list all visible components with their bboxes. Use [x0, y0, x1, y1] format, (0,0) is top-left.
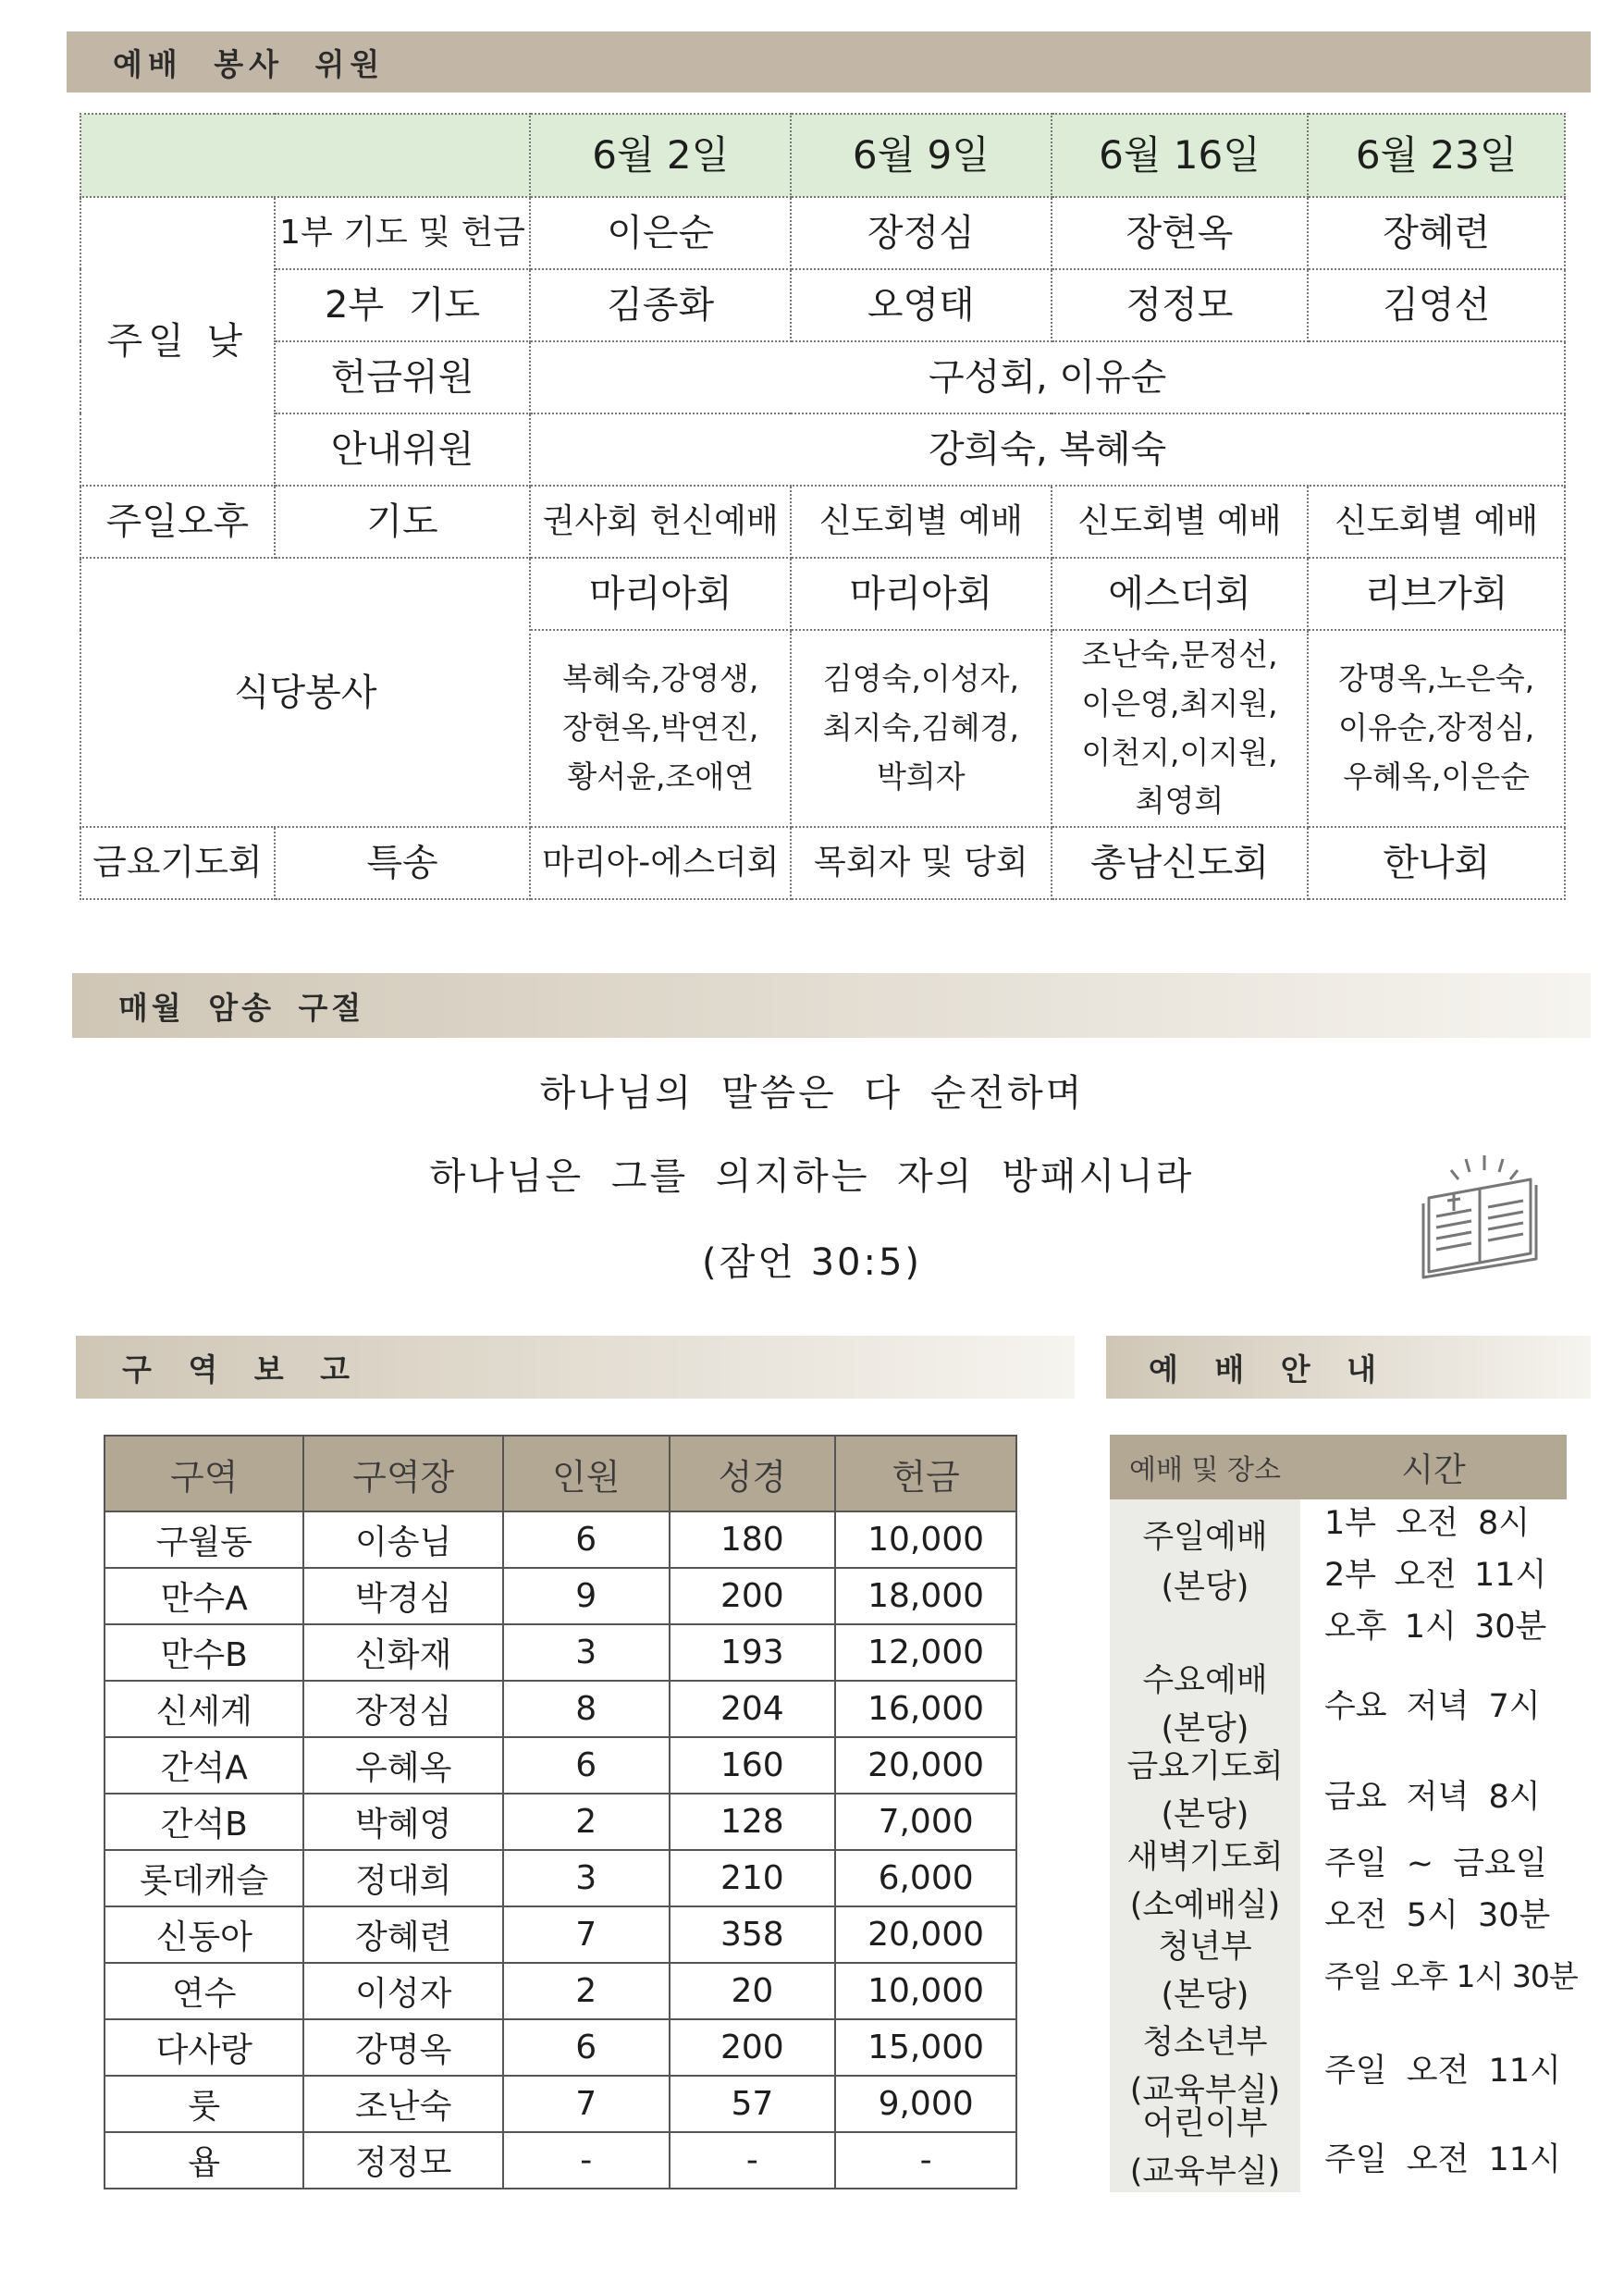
table-cell: 10,000 — [835, 1963, 1016, 2019]
table-cell: 10,000 — [835, 1511, 1016, 1568]
service-committee-table — [80, 113, 1566, 900]
service-name: 금요기도회 — [1126, 1748, 1284, 1785]
row-label: 2부 기도 — [275, 269, 531, 341]
table-cell: 박혜영 — [303, 1794, 502, 1850]
member-line: 강명옥,노은숙, — [1338, 660, 1535, 697]
worship-guide-table-header — [1110, 1435, 1567, 1499]
group-cell: 리브가회 — [1308, 558, 1565, 630]
table-row — [105, 1963, 1016, 2019]
member-line: 이유순,장정심, — [1338, 709, 1535, 746]
service-place — [1110, 1517, 1300, 1609]
table-cell: 강명옥 — [303, 2019, 502, 2076]
table-cell: 다사랑 — [105, 2019, 303, 2076]
district-report-title: 구 역 보 고 — [122, 1350, 363, 1388]
pm-cell: 권사회 헌신예배 — [530, 486, 791, 558]
members-cell — [791, 630, 1052, 827]
col-header: 구역장 — [303, 1436, 502, 1511]
name-cell: 김영선 — [1308, 269, 1565, 341]
member-line: 장현옥,박연진, — [562, 709, 759, 746]
row-label: 특송 — [275, 827, 531, 899]
table-row — [105, 1737, 1016, 1794]
service-place — [1110, 2103, 1300, 2193]
col-header: 인원 — [503, 1436, 670, 1511]
service-name: 청년부 — [1158, 1929, 1252, 1966]
member-line: 이은영,최지원, — [1081, 684, 1278, 722]
table-row — [105, 2076, 1016, 2132]
table-cell: 우혜옥 — [303, 1737, 502, 1794]
service-name: 수요예배 — [1142, 1662, 1268, 1699]
table-cell: 신화재 — [303, 1624, 502, 1681]
time-col-header: 시간 — [1401, 1450, 1466, 1489]
service-name: 새벽기도회 — [1126, 1839, 1284, 1876]
table-cell: 정대희 — [303, 1850, 502, 1906]
friday-cell: 마리아-에스더회 — [530, 827, 791, 899]
group-cell: 마리아회 — [791, 558, 1052, 630]
memory-verse-header — [72, 973, 1591, 1038]
service-location: (본당) — [1161, 1976, 1249, 2014]
date-cell: 6월 2일 — [530, 114, 791, 197]
prayer-2-row — [80, 269, 1565, 341]
pm-cell: 신도회별 예배 — [1052, 486, 1309, 558]
table-cell: 6 — [503, 1511, 670, 1568]
district-body — [105, 1511, 1016, 2189]
member-line: 최영희 — [1135, 783, 1224, 820]
table-cell: 6 — [503, 2019, 670, 2076]
service-time: 주일 오후 1시 30분 — [1324, 1958, 1578, 1994]
service-committee-title: 예배 봉사 위원 — [113, 45, 386, 82]
service-place — [1110, 1837, 1300, 1927]
offering-committee-row — [80, 341, 1565, 413]
service-time: 주일 오전 11시 — [1324, 2053, 1561, 2090]
usher-committee-row — [80, 413, 1565, 486]
table-row — [105, 1568, 1016, 1624]
district-report-header — [76, 1336, 1075, 1399]
member-line: 조난숙,문정선, — [1081, 636, 1278, 672]
service-committee-header — [67, 31, 1591, 92]
service-time: 주일 ~ 금요일 — [1324, 1845, 1547, 1882]
table-cell: 160 — [670, 1737, 836, 1794]
table-cell: 이송님 — [303, 1511, 502, 1568]
service-time: 수요 저녁 7시 — [1324, 1688, 1541, 1725]
verse-reference: (잠언 30:5) — [701, 1241, 923, 1284]
sunday-pm-row — [80, 486, 1565, 558]
pm-cell: 신도회별 예배 — [791, 486, 1052, 558]
table-cell: 57 — [670, 2076, 836, 2132]
table-cell: 간석B — [105, 1794, 303, 1850]
member-line: 김영숙,이성자, — [822, 660, 1019, 697]
row-label: 1부 기도 및 헌금 — [275, 197, 531, 269]
table-cell: 358 — [670, 1906, 836, 1963]
table-cell: 만수B — [105, 1624, 303, 1681]
table-cell: 7 — [503, 1906, 670, 1963]
friday-cell: 목회자 및 당회 — [791, 827, 1052, 899]
verse-line-2: 하나님은 그를 의지하는 자의 방패시니라 — [429, 1155, 1195, 1198]
member-line: 우혜옥,이은순 — [1343, 758, 1531, 795]
table-cell: 롯데캐슬 — [105, 1850, 303, 1906]
prayer-offering-row — [80, 197, 1565, 269]
table-cell: 200 — [670, 1568, 836, 1624]
table-cell: 조난숙 — [303, 2076, 502, 2132]
service-location: (소예배실) — [1129, 1886, 1281, 1924]
date-cell: 6월 9일 — [791, 114, 1052, 197]
friday-cell: 한나회 — [1308, 827, 1565, 899]
col-header: 구역 — [105, 1436, 303, 1511]
table-cell: 박경심 — [303, 1568, 502, 1624]
table-cell: 신동아 — [105, 1906, 303, 1963]
table-row — [105, 1681, 1016, 1737]
service-place — [1110, 1927, 1300, 2016]
table-cell: 연수 — [105, 1963, 303, 2019]
row-label: 헌금위원 — [275, 341, 531, 413]
service-time: 오후 1시 30분 — [1324, 1609, 1547, 1646]
table-cell: 2 — [503, 1963, 670, 2019]
table-cell: 7,000 — [835, 1794, 1016, 1850]
member-line: 이천지,이지원, — [1081, 734, 1278, 771]
sunday-day-label: 주일 낮 — [80, 197, 275, 486]
friday-row — [80, 827, 1565, 899]
name-cell: 김종화 — [530, 269, 791, 341]
service-location: (본당) — [1161, 1795, 1249, 1833]
member-line: 황서윤,조애연 — [567, 758, 755, 795]
table-cell: 구월동 — [105, 1511, 303, 1568]
table-cell: 정정모 — [303, 2132, 502, 2189]
table-cell: 장정심 — [303, 1681, 502, 1737]
row-label: 안내위원 — [275, 413, 531, 486]
offering-committee-names: 구성회, 이유순 — [530, 341, 1565, 413]
service-location: (교육부실) — [1129, 2071, 1281, 2109]
friday-cell: 총남신도회 — [1052, 827, 1309, 899]
table-row — [105, 2132, 1016, 2189]
worship-guide-title: 예 배 안 내 — [1149, 1350, 1389, 1388]
table-cell: 7 — [503, 2076, 670, 2132]
date-cell: 6월 23일 — [1308, 114, 1565, 197]
col-header: 성경 — [670, 1436, 836, 1511]
table-cell: 3 — [503, 1850, 670, 1906]
table-cell: 2 — [503, 1794, 670, 1850]
service-place — [1110, 2022, 1300, 2112]
table-cell: - — [835, 2132, 1016, 2189]
table-cell: 20,000 — [835, 1737, 1016, 1794]
table-row — [105, 2019, 1016, 2076]
table-cell: 180 — [670, 1511, 836, 1568]
table-row — [105, 1794, 1016, 1850]
verse-line-1: 하나님의 말씀은 다 순전하며 — [539, 1072, 1085, 1115]
table-cell: 신세계 — [105, 1681, 303, 1737]
service-time: 1부 오전 8시 — [1324, 1505, 1531, 1542]
name-cell: 장현옥 — [1052, 197, 1309, 269]
members-cell — [530, 630, 791, 827]
service-location: (본당) — [1161, 1568, 1249, 1606]
name-cell: 이은순 — [530, 197, 791, 269]
table-cell: 간석A — [105, 1737, 303, 1794]
table-cell: 9,000 — [835, 2076, 1016, 2132]
table-cell: 15,000 — [835, 2019, 1016, 2076]
service-time: 금요 저녁 8시 — [1324, 1779, 1541, 1816]
place-col-header: 예배 및 장소 — [1129, 1454, 1281, 1486]
table-cell: 8 — [503, 1681, 670, 1737]
table-cell: 룻 — [105, 2076, 303, 2132]
members-cell — [1308, 630, 1565, 827]
table-cell: 16,000 — [835, 1681, 1016, 1737]
table-cell: 9 — [503, 1568, 670, 1624]
worship-guide-header — [1106, 1336, 1591, 1399]
member-line: 복혜숙,강영생, — [562, 660, 759, 697]
date-header-row — [80, 114, 1565, 197]
table-cell: 204 — [670, 1681, 836, 1737]
table-row — [105, 1511, 1016, 1568]
memory-verse-title: 매월 암송 구절 — [118, 989, 365, 1026]
district-report-table — [104, 1435, 1017, 2189]
sunday-pm-label: 주일오후 — [80, 486, 275, 558]
group-cell: 마리아회 — [530, 558, 791, 630]
table-cell: 20,000 — [835, 1906, 1016, 1963]
row-label: 기도 — [275, 486, 531, 558]
table-row — [105, 1850, 1016, 1906]
service-location: (교육부실) — [1129, 2152, 1281, 2190]
name-cell: 장혜련 — [1308, 197, 1565, 269]
table-cell: 12,000 — [835, 1624, 1016, 1681]
name-cell: 장정심 — [791, 197, 1052, 269]
friday-label: 금요기도회 — [80, 827, 275, 899]
table-cell: 6,000 — [835, 1850, 1016, 1906]
table-cell: 200 — [670, 2019, 836, 2076]
service-name: 청소년부 — [1142, 2024, 1268, 2061]
service-time: 2부 오전 11시 — [1324, 1557, 1547, 1594]
table-cell: - — [670, 2132, 836, 2189]
service-time: 오전 5시 30분 — [1324, 1897, 1551, 1934]
pm-cell: 신도회별 예배 — [1308, 486, 1565, 558]
bible-icon — [1410, 1152, 1549, 1281]
usher-committee-names: 강희숙, 복혜숙 — [530, 413, 1565, 486]
table-cell: 3 — [503, 1624, 670, 1681]
table-cell: 128 — [670, 1794, 836, 1850]
member-line: 최지숙,김혜경, — [822, 709, 1019, 746]
district-header-row — [105, 1436, 1016, 1511]
service-place — [1110, 1746, 1300, 1836]
table-row — [105, 1906, 1016, 1963]
col-header: 헌금 — [835, 1436, 1016, 1511]
table-cell: 만수A — [105, 1568, 303, 1624]
table-cell: 20 — [670, 1963, 836, 2019]
table-cell: 6 — [503, 1737, 670, 1794]
table-cell: 210 — [670, 1850, 836, 1906]
table-cell: 욥 — [105, 2132, 303, 2189]
members-cell — [1052, 630, 1309, 827]
service-time: 주일 오전 11시 — [1324, 2141, 1561, 2178]
kitchen-group-row — [80, 558, 1565, 630]
service-location: (본당) — [1161, 1709, 1249, 1747]
group-cell: 에스더회 — [1052, 558, 1309, 630]
service-name: 어린이부 — [1142, 2105, 1268, 2142]
name-cell: 오영태 — [791, 269, 1052, 341]
table-cell: 장혜련 — [303, 1906, 502, 1963]
service-name: 주일예배 — [1142, 1519, 1268, 1556]
member-line: 박희자 — [877, 758, 966, 795]
table-cell: 18,000 — [835, 1568, 1016, 1624]
kitchen-label: 식당봉사 — [80, 558, 530, 827]
date-cell: 6월 16일 — [1052, 114, 1309, 197]
service-place — [1110, 1660, 1300, 1750]
table-row — [105, 1624, 1016, 1681]
table-cell: - — [503, 2132, 670, 2189]
name-cell: 정정모 — [1052, 269, 1309, 341]
header-blank — [80, 114, 530, 197]
table-cell: 193 — [670, 1624, 836, 1681]
table-cell: 이성자 — [303, 1963, 502, 2019]
